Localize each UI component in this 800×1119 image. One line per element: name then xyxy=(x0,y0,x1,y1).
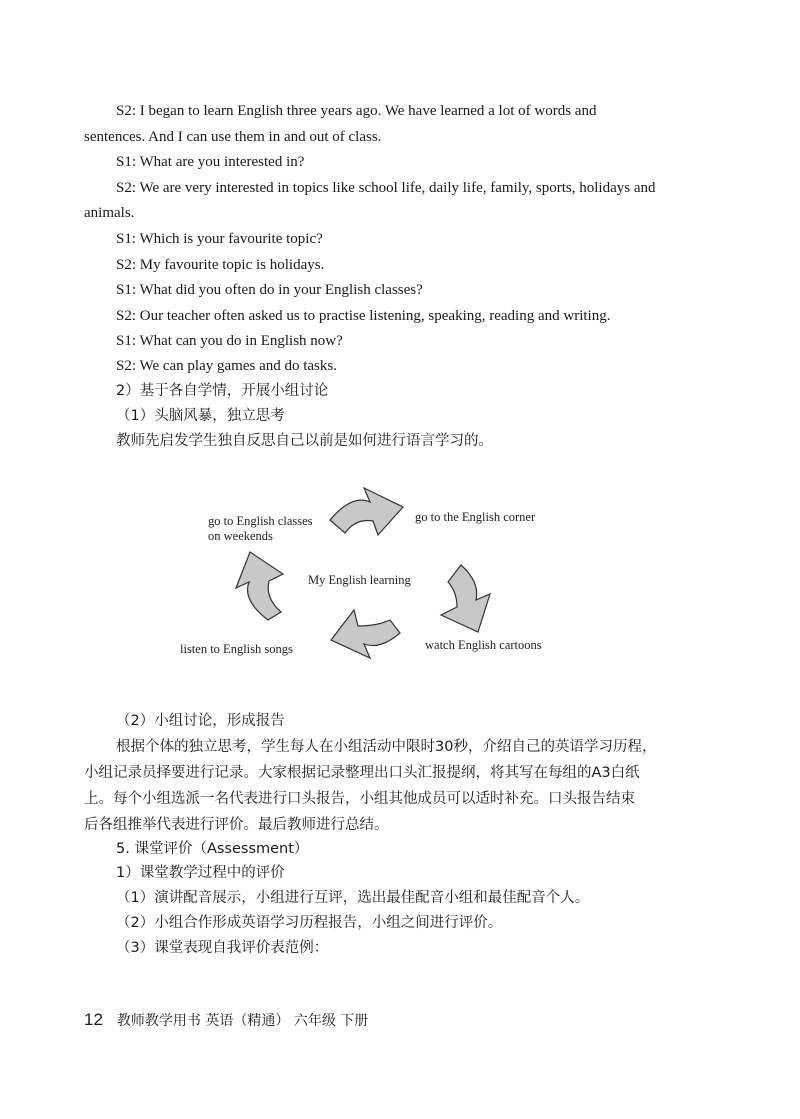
arrow-bottom xyxy=(331,610,400,658)
page-footer xyxy=(84,1010,368,1031)
list-item: （2）小组合作形成英语学习历程报告，小组之间进行评价。 xyxy=(116,915,503,931)
dialogue-line: S2: We are very interested in topics like school life, daily life, family, sports, holidays and xyxy=(116,180,656,196)
node-top-right: go to the English corner xyxy=(415,510,536,524)
paragraph-line: 小组记录员择要进行记录。大家根据记录整理出口头汇报提纲，将其写在每组的A3白纸 xyxy=(84,765,640,781)
paragraph-line: 后各组推举代表进行评价。最后教师进行总结。 xyxy=(84,817,389,833)
book-title: 教师教学用书 英语（精通） 六年级 下册 xyxy=(116,1013,369,1029)
page-number: 12 xyxy=(84,1010,103,1029)
dialogue-line: sentences. And I can use them in and out of class. xyxy=(84,129,382,145)
subheading: （1）头脑风暴，独立思考 xyxy=(116,408,285,424)
dialogue-line: animals. xyxy=(84,205,135,221)
arrow-right xyxy=(441,565,490,632)
diagram-center-label: My English learning xyxy=(308,573,411,587)
paragraph-line: 根据个体的独立思考，学生每人在小组活动中限时30秒，介绍自己的英语学习历程， xyxy=(116,739,657,755)
subheading: （2）小组讨论，形成报告 xyxy=(116,713,285,729)
dialogue-line: S2: My favourite topic is holidays. xyxy=(116,257,325,273)
dialogue-line: S1: What can you do in English now? xyxy=(116,333,343,349)
dialogue-line: S2: I began to learn English three years ago. We have learned a lot of words and xyxy=(116,103,597,119)
node-bottom-right: watch English cartoons xyxy=(425,638,542,652)
learning-cycle-diagram xyxy=(0,470,800,680)
subheading: 2）基于各自学情，开展小组讨论 xyxy=(116,383,329,399)
dialogue-line: S1: Which is your favourite topic? xyxy=(116,231,323,247)
subheading: 1）课堂教学过程中的评价 xyxy=(116,865,285,881)
dialogue-line: S1: What did you often do in your English classes? xyxy=(116,282,423,298)
arrow-top xyxy=(330,488,403,535)
list-item: （1）演讲配音展示，小组进行互评，选出最佳配音小组和最佳配音个人。 xyxy=(116,890,590,906)
node-top-left-line1: go to English classes xyxy=(208,514,313,528)
arrow-left xyxy=(236,552,283,620)
paragraph-line: 上。每个小组选派一名代表进行口头报告，小组其他成员可以适时补充。口头报告结束 xyxy=(84,791,635,807)
dialogue-line: S2: Our teacher often asked us to practise listening, speaking, reading and writing. xyxy=(116,308,611,324)
dialogue-line: S1: What are you interested in? xyxy=(116,154,305,170)
dialogue-line: S2: We can play games and do tasks. xyxy=(116,358,337,374)
section-heading: 5. 课堂评价（Assessment） xyxy=(116,841,309,857)
paragraph-line: 教师先启发学生独自反思自己以前是如何进行语言学习的。 xyxy=(116,433,493,449)
list-item: （3）课堂表现自我评价表范例： xyxy=(116,940,329,956)
node-top-left-line2: on weekends xyxy=(208,529,273,543)
node-bottom-left: listen to English songs xyxy=(180,642,293,656)
